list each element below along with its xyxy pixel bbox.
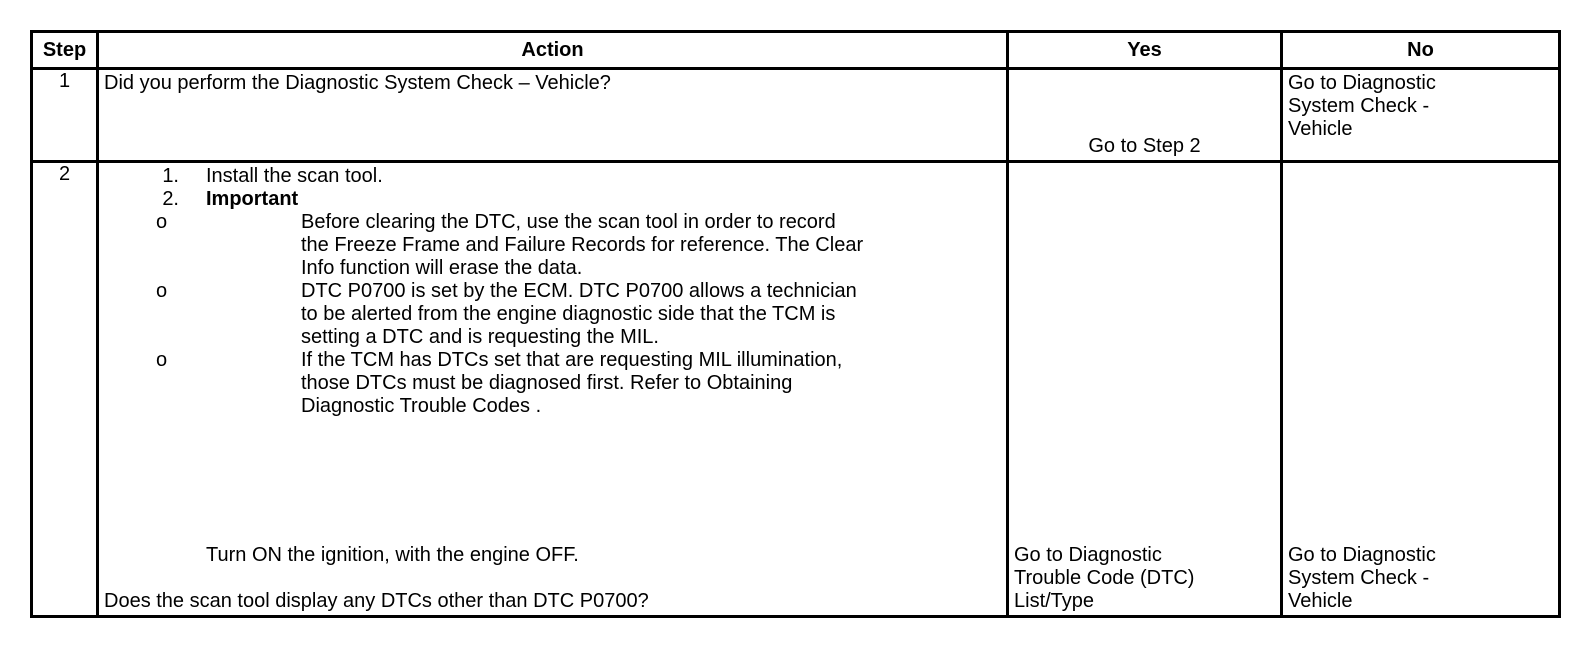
step-number: 2 xyxy=(32,162,98,617)
no-cell xyxy=(1282,162,1560,617)
list-item: 1. Install the scan tool. xyxy=(162,165,383,187)
action-question: Does the scan tool display any DTCs other than DTC P0700? xyxy=(104,590,649,612)
ignition-instruction: Turn ON the ignition, with the engine OFF. xyxy=(206,544,579,566)
table-row xyxy=(32,69,1560,162)
bullet-icon: o xyxy=(156,211,168,233)
action-question: Did you perform the Diagnostic System Check – Vehicle? xyxy=(104,72,611,94)
header-step: Step xyxy=(32,32,98,69)
important-label: Important xyxy=(206,188,299,210)
bullet-icon: o xyxy=(156,349,168,371)
yes-cell xyxy=(1008,162,1282,617)
yes-link[interactable]: Go to Step 2 xyxy=(1088,135,1201,157)
yes-cell xyxy=(1008,69,1282,162)
header-yes: Yes xyxy=(1008,32,1282,69)
header-no: No xyxy=(1282,32,1560,69)
important-bullets xyxy=(104,211,1001,418)
action-cell xyxy=(98,69,1008,162)
header-row xyxy=(32,32,1560,69)
bullet-item: o DTC P0700 is set by the ECM. DTC P0700 allows a technician to be alerted from the engine diagnostic side that the TCM is setting a DTC and is requesting the MIL. xyxy=(156,280,857,348)
no-link[interactable]: Go to Diagnostic System Check - Vehicle xyxy=(1288,544,1436,612)
numbered-list xyxy=(104,165,1001,418)
no-link[interactable]: Go to Diagnostic System Check - Vehicle xyxy=(1288,72,1436,140)
header-action: Action xyxy=(98,32,1008,69)
step-number: 1 xyxy=(32,69,98,162)
bullet-item: o Before clearing the DTC, use the scan tool in order to record the Freeze Frame and Failure Records for reference. The Clear Info function will erase the data. xyxy=(156,211,864,279)
yes-link[interactable]: Go to Diagnostic Trouble Code (DTC) List/Type xyxy=(1014,544,1195,612)
diagnostic-table xyxy=(30,30,1561,618)
table-row xyxy=(32,162,1560,617)
no-cell xyxy=(1282,69,1560,162)
bullet-icon: o xyxy=(156,280,168,302)
action-cell xyxy=(98,162,1008,617)
list-item: 2. Important o Before clearing the DTC, use the scan tool in order to record the Freeze Frame and Failure Records for reference. The Clear Info function will erase the data. o DTC P0700 is set by the ECM. DTC P0700 allows a technician to be alerted from the engine diagnostic side that the TCM is setting a DTC and is requesting the MIL. o If the TCM has DTCs set that are requesting MIL illumination, those DTCs must be diagnosed first. Refer to Obtaining Diagnostic Trouble Codes . xyxy=(104,188,1001,418)
bullet-item: o If the TCM has DTCs set that are requesting MIL illumination, those DTCs must be diagnosed first. Refer to Obtaining Diagnostic Trouble Codes . xyxy=(156,349,843,417)
